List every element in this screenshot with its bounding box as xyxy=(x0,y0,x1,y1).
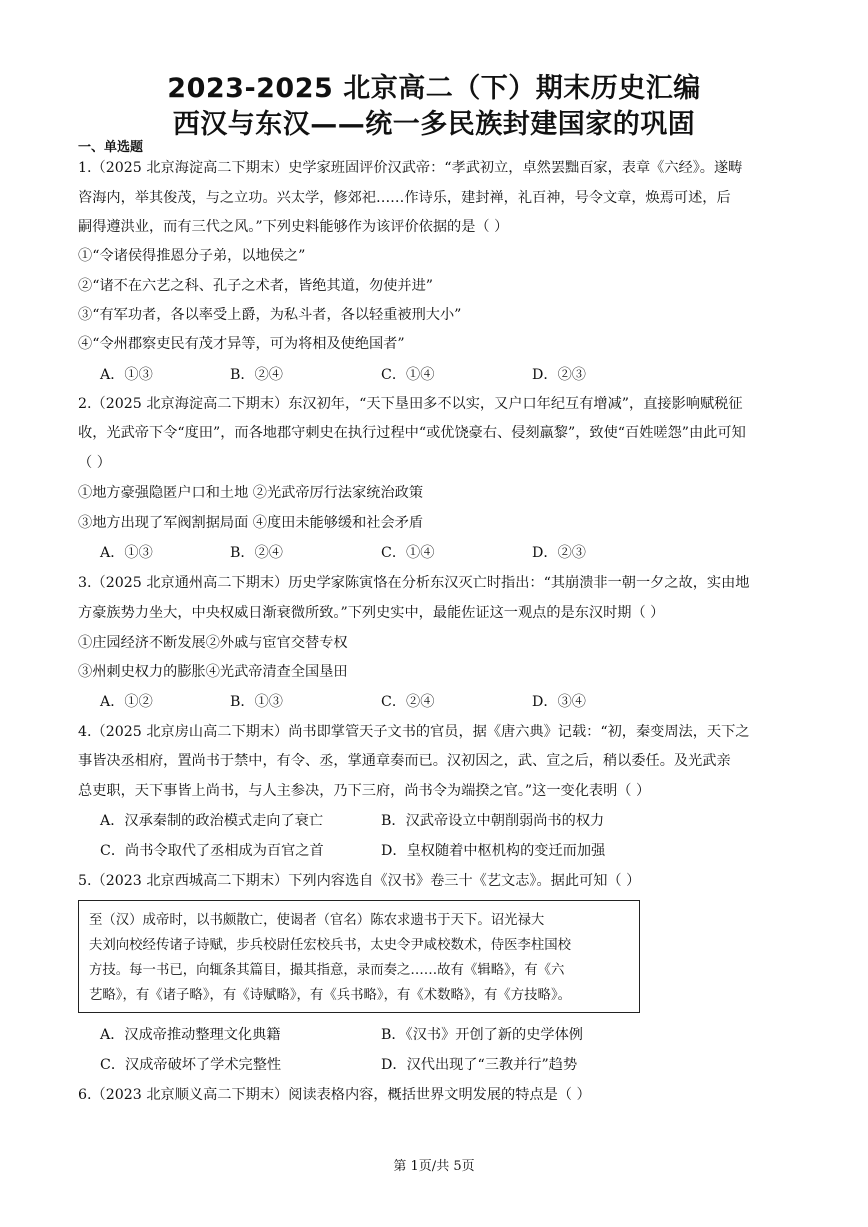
excerpt-line: 至（汉）成帝时，以书颇散亡，使谒者（官名）陈农求遗书于天下。诏光禄大 xyxy=(89,913,545,928)
question-text-line: 1.（2025 北京海淀高二下期末）史学家班固评价汉武帝：“孝武初立，卓然罢黜百家，表章《六经》。遂畴 xyxy=(78,160,743,176)
statement-item: ②“诸不在六艺之科、孔子之术者，皆绝其道，勿使并进” xyxy=(78,278,434,294)
option-a: A．汉成帝推动整理文化典籍 xyxy=(100,1027,281,1043)
statement-item: ①地方豪强隐匿户口和土地 ②光武帝厉行法家统治政策 xyxy=(78,485,424,501)
statement-item: ①庄园经济不断发展②外戚与宦官交替专权 xyxy=(78,635,348,651)
option-b: B．汉武帝设立中朝削弱尚书的权力 xyxy=(381,813,605,829)
option-a: A．①③ xyxy=(100,545,153,561)
option-a: A．①② xyxy=(100,694,153,710)
option-b: B．②④ xyxy=(230,545,283,561)
document-title-line2: 西汉与东汉——统一多民族封建国家的巩固 xyxy=(172,109,696,140)
option-d: D．③④ xyxy=(532,694,586,710)
question-text-line: 咨海内，举其俊茂，与之立功。兴太学，修郊祀……作诗乐，建封禅，礼百神，号令文章，焕焉可述，后 xyxy=(78,190,731,206)
page-footer: 第 1页/共 5页 xyxy=(393,1159,475,1174)
option-c: C．①④ xyxy=(381,367,435,383)
option-c: C．尚书令取代了丞相成为百官之首 xyxy=(100,843,324,859)
statement-item: ③“有军功者，各以率受上爵，为私斗者，各以轻重被刑大小” xyxy=(78,307,462,323)
option-d: D．汉代出现了“三教并行”趋势 xyxy=(381,1057,578,1073)
option-b: B．②④ xyxy=(230,367,283,383)
question-text-line: 2.（2025 北京海淀高二下期末）东汉初年，“天下垦田多不以实，又户口年纪互有增减”，直接影响赋税征 xyxy=(78,396,743,412)
question-text-line: 总吏职，天下事皆上尚书，与人主参决，乃下三府，尚书令为端揆之官。”这一变化表明（ ） xyxy=(78,783,651,799)
question-text-line: 事皆决丞相府，置尚书于禁中，有令、丞，掌通章奏而已。汉初因之，武、宣之后，稍以委任。及光武亲 xyxy=(78,753,731,769)
statement-item: ③地方出现了军阀割据局面 ④度田未能够缓和社会矛盾 xyxy=(78,515,424,531)
section-heading: 一、单选题 xyxy=(78,140,144,155)
statement-item: ①“令诸侯得推恩分子弟，以地侯之” xyxy=(78,248,306,264)
question-text-line: 收，光武帝下令“度田”，而各地郡守刺史在执行过程中“或优饶豪右、侵刻羸黎”，致使“百姓嗟怨”由此可知 xyxy=(78,425,746,441)
excerpt-line: 夫刘向校经传诸子诗赋，步兵校尉任宏校兵书，太史令尹咸校数术，侍医李柱国校 xyxy=(89,938,572,953)
option-d: D．②③ xyxy=(532,545,586,561)
statement-item: ④“令州郡察吏民有茂才异等，可为将相及使绝国者” xyxy=(78,336,405,352)
option-b: B．①③ xyxy=(230,694,283,710)
statement-item: ③州刺史权力的膨胀④光武帝清查全国垦田 xyxy=(78,664,348,680)
option-d: D．②③ xyxy=(532,367,586,383)
question-text-line: 方豪族势力坐大，中央权威日渐衰微所致。”下列史实中，最能佐证这一观点的是东汉时期（ ） xyxy=(78,605,665,621)
question-text-line: 4.（2025 北京房山高二下期末）尚书即掌管天子文书的官员，据《唐六典》记载：“初，秦变周法，天下之 xyxy=(78,724,750,740)
document-title-line1: 2023-2025 北京高二（下）期末历史汇编 xyxy=(167,73,701,104)
option-a: A．①③ xyxy=(100,367,153,383)
option-c: C．①④ xyxy=(381,545,435,561)
excerpt-line: 方技。每一书已，向辄条其篇目，撮其指意，录而奏之……故有《辑略》，有《六 xyxy=(89,963,565,978)
option-b: B．《汉书》开创了新的史学体例 xyxy=(381,1027,583,1043)
question-text-line: 5.（2023 北京西城高二下期末）下列内容选自《汉书》卷三十《艺文志》。据此可知（ ） xyxy=(78,873,641,889)
source-excerpt-box xyxy=(78,900,640,1013)
question-text-line: （ ） xyxy=(78,455,111,471)
question-text-line: 6.（2023 北京顺义高二下期末）阅读表格内容，概括世界文明发展的特点是（ ） xyxy=(78,1087,591,1103)
question-text-line: 3.（2025 北京通州高二下期末）历史学家陈寅恪在分析东汉灭亡时指出：“其崩溃非一朝一夕之故，实由地 xyxy=(78,575,750,591)
question-text-line: 嗣得遵洪业，而有三代之风。”下列史料能够作为该评价依据的是（ ） xyxy=(78,219,509,235)
option-c: C．汉成帝破坏了学术完整性 xyxy=(100,1057,282,1073)
option-a: A．汉承秦制的政治模式走向了衰亡 xyxy=(100,813,324,829)
option-c: C．②④ xyxy=(381,694,435,710)
excerpt-line: 艺略》，有《诸子略》，有《诗赋略》，有《兵书略》，有《术数略》，有《方技略》。 xyxy=(89,988,572,1003)
option-d: D．皇权随着中枢机构的变迁而加强 xyxy=(381,843,606,859)
